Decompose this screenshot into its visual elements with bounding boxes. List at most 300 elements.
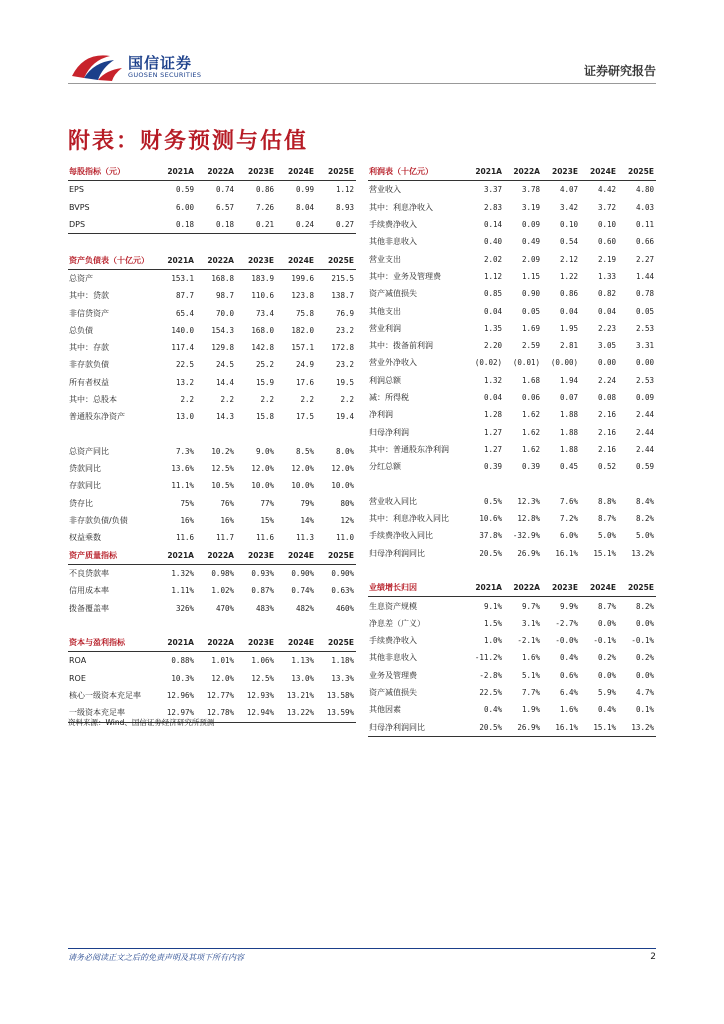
table-cell: 0.45 [559,462,578,472]
table-row [368,285,656,302]
row-label: 其中：存款 [69,343,109,353]
table-cell: 2022A [196,634,236,652]
row-label: 业务及管理费 [369,670,417,680]
table-cell: 3.72 [597,202,616,212]
row-label: 资本与盈利指标 [68,634,156,652]
table-cell: 0.59 [175,185,194,195]
row-label: 其中：利息净收入 [369,202,433,212]
table-cell: 482% [295,603,314,613]
table-cell: 2021A [466,579,504,597]
row-label: 贷款同比 [69,464,101,474]
table-cell: 1.06% [251,656,274,666]
row-label: 营业收入同比 [369,496,417,506]
table-cell: 6.4% [559,688,578,698]
table-cell: 0.4% [597,705,616,715]
table-cell: 1.11% [171,586,194,596]
table-row [368,441,656,458]
row-label: ROE [69,673,86,683]
table-cell: 1.69 [521,323,540,333]
table-cell: 4.42 [597,185,616,195]
table-cell: 26.9% [504,719,542,737]
table-cell: 1.88 [559,410,578,420]
table-cell: 168.0 [251,325,274,335]
table-cell: 142.8 [251,343,274,353]
row-label: 其中：普通股东净利润 [369,444,449,454]
table-cell: 0.99 [295,185,314,195]
guosen-logo [70,50,230,82]
table-cell: 17.5 [295,412,314,422]
table-cell [196,617,236,634]
table-row [368,545,656,562]
table-cell: 0.00 [635,358,654,368]
row-label: 营业外净收入 [369,358,417,368]
table-cell: 2021A [156,547,196,565]
table-cell: 2.27 [635,254,654,264]
table-cell: 2025E [618,579,656,597]
table-cell: 0.09 [521,220,540,230]
table-cell: 1.62 [521,427,540,437]
row-label: 营业利润 [369,323,401,333]
table-cell [580,475,618,492]
row-label: BVPS [69,202,90,212]
table-row [68,304,356,321]
table-row [368,302,656,319]
table-cell: 2025E [316,634,356,652]
table-cell: 13.0% [291,673,314,683]
table-cell: 1.88 [559,427,578,437]
row-label: 其中：总股本 [69,395,117,404]
table-cell: 6.00 [175,202,194,212]
table-cell: 9.7% [521,601,540,611]
table-row [368,458,656,475]
table-cell: 14% [300,516,314,526]
table-cell [236,617,276,634]
row-label: 总资产同比 [69,446,109,456]
table-cell: 6.57 [215,202,234,212]
table-cell: 8.5% [295,446,314,456]
table-cell: 0.4% [559,653,578,663]
table-cell: 20.5% [479,548,502,558]
table-cell: 2.23 [597,323,616,333]
table-cell: 0.86 [255,185,274,195]
table-cell: 13.6% [171,464,194,474]
table-cell: 7.7% [521,688,540,698]
table-cell: 12.77% [206,691,234,701]
table-cell: 1.13% [291,656,314,666]
table-cell: 0.85 [483,289,502,299]
table-row [368,406,656,423]
table-cell: -11.2% [474,653,502,663]
table-cell: 1.35 [483,323,502,333]
table-cell: 11.0 [335,533,354,543]
page-number: 2 [650,952,656,962]
table-cell: 3.37 [483,185,502,195]
table-cell [196,234,236,252]
table-row [368,527,656,544]
row-label: 非信贷资产 [69,308,109,318]
table-cell: 16% [180,516,194,526]
table-cell: 0.24 [276,216,316,234]
row-label: 减：所得税 [369,393,409,402]
table-cell: 2.59 [521,341,540,351]
table-cell: 16.1% [542,719,580,737]
table-header-row [68,547,356,565]
table-cell: 22.5% [479,688,502,698]
table-cell: 13.2% [631,548,654,558]
table-cell: 0.98% [211,568,234,578]
table-cell: 2024E [276,547,316,565]
table-cell: 1.68 [521,375,540,385]
table-cell: 2023E [236,251,276,269]
table-row [68,460,356,477]
table-cell: 80% [340,498,354,508]
table-cell: -2.7% [555,618,578,628]
table-cell: 0.27 [316,216,356,234]
table-cell: 1.32% [171,568,194,578]
table-row [368,719,656,737]
page-title: 附表：财务预测与估值 [68,129,309,154]
table-cell: 3.05 [597,341,616,351]
table-cell: -2.8% [479,670,502,680]
table-header-row [68,634,356,652]
table-cell: 10.0% [251,481,274,491]
table-cell: 2025E [618,163,656,181]
table-cell: (0.01) [512,358,540,368]
table-cell: 13.2% [618,719,656,737]
table-row [68,477,356,494]
table-cell: 3.42 [559,202,578,212]
table-cell: 1.94 [559,375,578,385]
table-cell: 168.8 [211,273,234,283]
table-cell: 2.44 [635,444,654,454]
footer-divider [68,948,656,949]
table-cell: 2025E [316,163,356,181]
left-financial-table [68,163,356,723]
table-cell: 2025E [316,547,356,565]
table-row [368,615,656,632]
table-cell: 4.7% [635,688,654,698]
logo-mark-icon [70,50,124,82]
logo-chinese-name: 国信证券 [128,54,193,72]
table-cell: 7.3% [175,446,194,456]
table-cell: 5.0% [597,531,616,541]
table-cell: 8.93 [335,202,354,212]
table-cell: 13.59% [316,704,356,722]
table-cell [504,562,542,579]
table-row [368,597,656,615]
table-row [368,667,656,684]
table-cell: 2024E [276,634,316,652]
row-label: 资产质量指标 [68,547,156,565]
table-cell: 12.5% [251,673,274,683]
table-row [68,529,356,546]
table-row [368,354,656,371]
row-label: 普通股东净资产 [69,412,125,422]
table-cell: 153.1 [171,273,194,283]
table-cell: 12% [340,516,354,526]
table-cell: 2.09 [521,254,540,264]
table-cell: 70.0 [215,308,234,318]
table-cell: 0.18 [196,216,236,234]
table-cell: 2.44 [635,427,654,437]
table-cell: 9.0% [255,446,274,456]
table-cell: 9.9% [559,601,578,611]
table-cell [236,234,276,252]
table-row [368,216,656,233]
table-cell: 98.7 [215,291,234,301]
table-row [68,216,356,234]
table-cell: 2021A [156,163,196,181]
row-label: 利润总额 [369,375,401,385]
row-label: DPS [68,216,156,234]
table-cell: 2021A [156,251,196,269]
table-cell [542,562,580,579]
table-cell [156,234,196,252]
table-cell: 2022A [504,579,542,597]
table-cell: 20.5% [466,719,504,737]
table-cell: 2024E [276,251,316,269]
row-label [368,475,466,492]
table-cell: 37.8% [479,531,502,541]
table-cell: 15.8 [255,412,274,422]
table-cell: 24.5 [215,360,234,370]
table-cell: 2022A [504,163,542,181]
table-cell: 2.44 [635,410,654,420]
table-cell: 1.9% [521,705,540,715]
table-cell: 75.8 [295,308,314,318]
table-cell: 12.96% [166,691,194,701]
table-row [68,234,356,252]
table-cell: 8.7% [597,601,616,611]
table-cell: 1.22 [559,271,578,281]
table-cell: 0.82 [597,289,616,299]
table-cell: 5.9% [597,688,616,698]
table-row [68,495,356,512]
table-cell: 0.0% [635,670,654,680]
row-label [68,234,156,252]
table-cell: 8.2% [635,601,654,611]
table-cell: 154.3 [211,325,234,335]
row-label: 手续费净收入 [369,636,417,646]
table-row [368,250,656,267]
table-cell: 2.24 [597,375,616,385]
table-row [368,372,656,389]
table-cell: 4.07 [559,185,578,195]
report-type-label: 证券研究报告 [583,64,656,78]
table-cell: 0.2% [635,653,654,663]
table-cell: 0.04 [483,393,502,402]
table-cell: 3.19 [521,202,540,212]
table-cell [276,617,316,634]
table-cell: 10.6% [479,514,502,524]
table-row [68,408,356,425]
table-cell: 1.6% [559,705,578,715]
table-cell: 0.63% [331,586,354,596]
table-cell: 0.0% [635,618,654,628]
table-header-row [368,163,656,181]
table-cell: 0.04 [483,306,502,316]
table-row [368,475,656,492]
table-cell: (0.02) [474,358,502,368]
table-cell: 2.83 [483,202,502,212]
table-cell: 0.6% [559,670,578,680]
table-cell [504,475,542,492]
table-row [68,339,356,356]
row-label: 分红总额 [369,462,401,472]
table-cell: 12.8% [517,514,540,524]
row-label: 信用成本率 [69,586,109,596]
table-cell [580,562,618,579]
table-cell: 0.78 [635,289,654,299]
table-cell [542,475,580,492]
table-row [368,233,656,250]
table-cell: 0.10 [597,220,616,230]
table-cell: 157.1 [291,343,314,353]
table-cell: 0.5% [483,496,502,506]
table-cell: 0.66 [635,237,654,247]
table-cell: 1.5% [483,618,502,628]
table-cell: 0.14 [483,220,502,230]
table-row [368,510,656,527]
table-cell: 140.0 [171,325,194,335]
table-cell: 2.02 [483,254,502,264]
table-cell: 8.04 [295,202,314,212]
table-cell: 0.21 [236,216,276,234]
table-cell: 2.81 [559,341,578,351]
table-cell: -2.1% [517,636,540,646]
table-cell: 2022A [196,163,236,181]
table-cell: 19.4 [335,412,354,422]
table-cell: 0.09 [635,393,654,402]
table-cell: 2024E [276,163,316,181]
row-label: 非存款负债/负债 [69,516,128,526]
table-cell: 24.9 [295,360,314,370]
row-label: 生息资产规模 [369,601,417,611]
table-row [368,337,656,354]
table-cell: 13.21% [286,691,314,701]
table-cell: 11.1% [171,481,194,491]
table-cell: 0.11 [635,220,654,230]
table-cell: 79% [300,498,314,508]
table-cell: 1.01% [211,656,234,666]
table-cell: 0.08 [597,393,616,402]
row-label: 其他因素 [369,705,401,715]
table-cell: 16% [220,516,234,526]
table-cell: 110.6 [251,291,274,301]
table-cell: 326% [175,603,194,613]
table-cell: 23.2 [335,325,354,335]
table-cell: 5.1% [521,670,540,680]
table-cell: 12.5% [211,464,234,474]
table-cell: 10.0% [331,481,354,491]
row-label: 其他非息收入 [369,237,417,247]
table-cell [618,475,656,492]
table-cell: 1.0% [483,636,502,646]
row-label [68,425,156,442]
table-cell: 12.0% [331,464,354,474]
table-cell: -0.1% [593,636,616,646]
table-cell: 0.1% [635,705,654,715]
table-row [68,391,356,408]
table-cell: 2.2 [180,395,194,404]
table-cell: 13.2 [175,377,194,387]
row-label: 手续费净收入同比 [369,531,433,541]
row-label: 核心一级资本充足率 [69,691,141,701]
table-row [68,512,356,529]
table-row [68,582,356,599]
table-cell: 2.16 [597,444,616,454]
table-cell: 11.6 [255,533,274,543]
table-cell: 0.10 [559,220,578,230]
table-cell [156,425,196,442]
table-cell [236,425,276,442]
table-row [368,423,656,440]
table-cell: 0.2% [597,653,616,663]
table-cell: 0.0% [597,670,616,680]
row-label: 总资产 [69,273,93,283]
table-cell: 2021A [466,163,504,181]
table-cell: 1.44 [635,271,654,281]
table-cell: 12.3% [517,496,540,506]
table-cell: 0.93% [251,568,274,578]
table-cell: 0.06 [521,393,540,402]
table-cell: 6.0% [559,531,578,541]
table-header-row [68,251,356,269]
table-cell: 2.19 [597,254,616,264]
table-cell: 7.2% [559,514,578,524]
table-cell: 10.5% [211,481,234,491]
table-cell: 460% [335,603,354,613]
table-cell: 3.1% [521,618,540,628]
table-cell: 16.1% [555,548,578,558]
table-cell: 2.2 [300,395,314,404]
table-cell: 0.90 [521,289,540,299]
row-label: 其他非息收入 [369,653,417,663]
row-label: 业绩增长归因 [368,579,466,597]
table-cell: 22.5 [175,360,194,370]
row-label: 总负债 [69,325,93,335]
table-cell: 13.0 [175,412,194,422]
table-cell: 483% [255,603,274,613]
table-cell: 0.88% [171,656,194,666]
table-cell: 8.0% [335,446,354,456]
table-cell: 8.4% [635,496,654,506]
table-cell: 5.0% [635,531,654,541]
table-cell: 13.58% [326,691,354,701]
table-cell: 2.2 [220,395,234,404]
row-label: 营业收入 [369,185,401,195]
table-cell: 0.59 [635,462,654,472]
table-cell: -32.9% [512,531,540,541]
table-cell [466,562,504,579]
table-row [68,443,356,460]
table-row [368,268,656,285]
table-cell: 0.86 [559,289,578,299]
table-cell: 10.2% [211,446,234,456]
table-cell: 25.2 [255,360,274,370]
table-cell [276,234,316,252]
table-cell: 2024E [580,163,618,181]
table-row [368,389,656,406]
row-label [68,617,156,634]
table-cell: 0.04 [559,306,578,316]
table-row [368,493,656,510]
table-cell: 12.97% [156,704,196,722]
table-row [68,181,356,199]
table-cell [466,475,504,492]
table-cell: 2023E [542,163,580,181]
table-cell: 23.2 [335,360,354,370]
